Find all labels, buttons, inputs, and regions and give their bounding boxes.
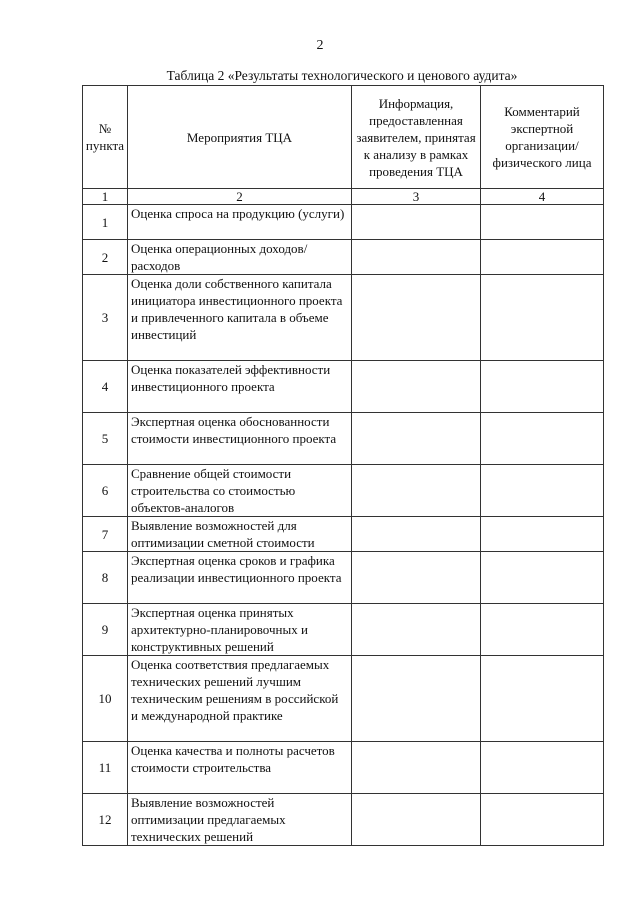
table-row [83, 361, 604, 413]
row-activity: Сравнение общей стоимости строительства со стоимостью объектов-аналогов [128, 465, 352, 517]
header-expert-comment: Комментарий экспертной организации/ физического лица [481, 86, 604, 189]
row-number: 11 [83, 742, 128, 794]
row-info-cell [352, 275, 481, 361]
row-comment-cell [481, 275, 604, 361]
row-comment-cell [481, 465, 604, 517]
table-row [83, 552, 604, 604]
column-number: 3 [352, 189, 481, 205]
row-activity: Выявление возможностей для оптимизации сметной стоимости [128, 517, 352, 552]
row-info-cell [352, 240, 481, 275]
row-info-cell [352, 604, 481, 656]
row-number: 10 [83, 656, 128, 742]
row-info-cell [352, 205, 481, 240]
row-info-cell [352, 552, 481, 604]
row-number: 5 [83, 413, 128, 465]
header-item-number: № пункта [83, 86, 128, 189]
row-number: 2 [83, 240, 128, 275]
row-activity: Оценка доли собственного капитала инициатора инвестиционного проекта и привлеченного капитала в объеме инвестиций [128, 275, 352, 361]
row-comment-cell [481, 742, 604, 794]
row-activity: Оценка качества и полноты расчетов стоимости строительства [128, 742, 352, 794]
table-row [83, 275, 604, 361]
row-comment-cell [481, 240, 604, 275]
table-row [83, 240, 604, 275]
row-activity: Выявление возможностей оптимизации предлагаемых технических решений [128, 794, 352, 846]
row-comment-cell [481, 552, 604, 604]
row-comment-cell [481, 656, 604, 742]
row-comment-cell [481, 794, 604, 846]
column-number: 1 [83, 189, 128, 205]
row-info-cell [352, 742, 481, 794]
row-info-cell [352, 517, 481, 552]
row-info-cell [352, 465, 481, 517]
header-activity: Мероприятия ТЦА [128, 86, 352, 189]
row-activity: Экспертная оценка принятых архитектурно-планировочных и конструктивных решений [128, 604, 352, 656]
row-number: 12 [83, 794, 128, 846]
row-comment-cell [481, 413, 604, 465]
row-comment-cell [481, 205, 604, 240]
row-activity: Экспертная оценка сроков и графика реализации инвестиционного проекта [128, 552, 352, 604]
row-number: 3 [83, 275, 128, 361]
row-info-cell [352, 413, 481, 465]
header-applicant-info: Информация, предоставленная заявителем, принятая к анализу в рамках проведения ТЦА [352, 86, 481, 189]
table-row [83, 465, 604, 517]
row-number: 9 [83, 604, 128, 656]
row-number: 1 [83, 205, 128, 240]
row-number: 6 [83, 465, 128, 517]
row-comment-cell [481, 361, 604, 413]
row-activity: Экспертная оценка обоснованности стоимости инвестиционного проекта [128, 413, 352, 465]
audit-results-table [82, 85, 604, 846]
table-row [83, 742, 604, 794]
table-row [83, 413, 604, 465]
column-number: 2 [128, 189, 352, 205]
column-number-row [83, 189, 604, 205]
row-activity: Оценка операционных доходов/расходов [128, 240, 352, 275]
table-row [83, 205, 604, 240]
row-info-cell [352, 361, 481, 413]
row-comment-cell [481, 604, 604, 656]
table-row [83, 517, 604, 552]
table-row [83, 604, 604, 656]
table-row [83, 794, 604, 846]
table-caption: Таблица 2 «Результаты технологического и ценового аудита» [166, 68, 518, 83]
page-number: 2 [316, 38, 324, 53]
row-number: 7 [83, 517, 128, 552]
row-activity: Оценка показателей эффективности инвестиционного проекта [128, 361, 352, 413]
row-activity: Оценка спроса на продукцию (услуги) [128, 205, 352, 240]
row-info-cell [352, 656, 481, 742]
table-row [83, 656, 604, 742]
column-number: 4 [481, 189, 604, 205]
row-number: 8 [83, 552, 128, 604]
row-activity: Оценка соответствия предлагаемых технических решений лучшим техническим решениям в российской и международной практике [128, 656, 352, 742]
header-row [83, 86, 604, 189]
row-comment-cell [481, 517, 604, 552]
row-info-cell [352, 794, 481, 846]
row-number: 4 [83, 361, 128, 413]
